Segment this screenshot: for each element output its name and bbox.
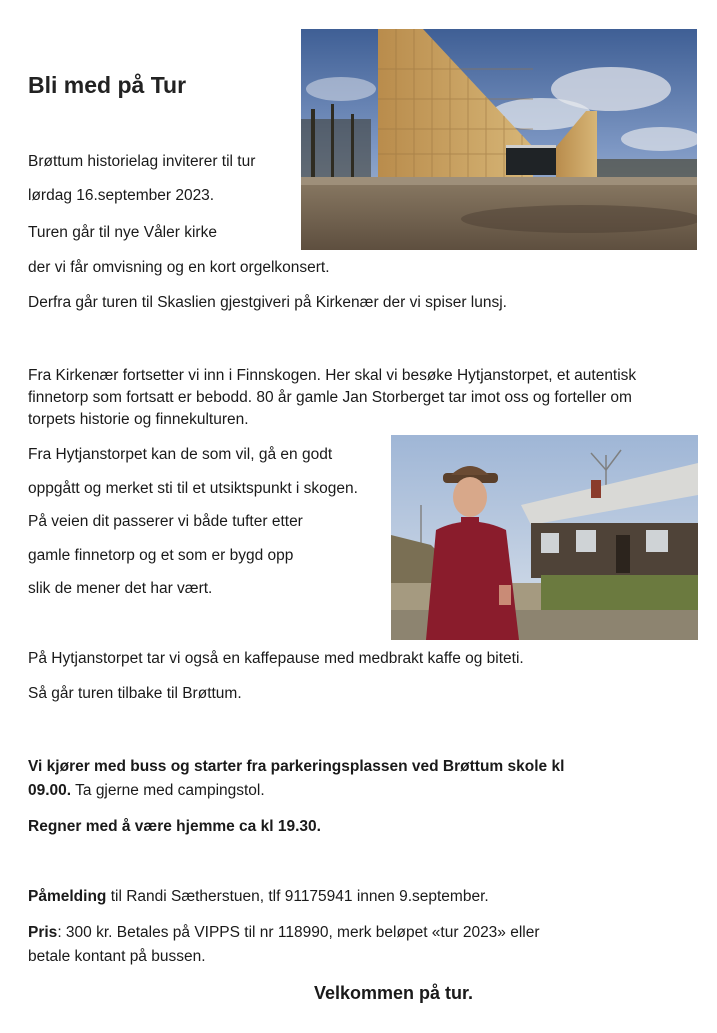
transport-line — [28, 780, 265, 802]
intro-line: Brøttum historielag inviterer til tur — [28, 153, 256, 170]
price-label: Pris — [28, 924, 58, 941]
home-time — [28, 816, 321, 838]
intro-line: lørdag 16.september 2023. — [28, 187, 215, 204]
church-photo — [301, 29, 697, 250]
transport-time: 09.00. — [28, 782, 72, 799]
registration-label: Påmelding — [28, 888, 107, 905]
price-line-2: betale kontant på bussen. — [28, 948, 206, 965]
intro-line: der vi får omvisning og en kort orgelkonsert. — [28, 259, 330, 276]
price-text: : 300 kr. Betales på VIPPS til nr 118990, merk beløpet «tur 2023» eller — [57, 924, 540, 941]
registration-text: til Randi Sætherstuen, tlf 91175941 innen 9.september. — [106, 888, 489, 905]
price-line — [28, 922, 540, 944]
transport-bold-text: Vi kjører med buss og starter fra parkeringsplassen ved Brøttum skole kl — [28, 758, 565, 775]
return-line: På Hytjanstorpet tar vi også en kaffepause med medbrakt kaffe og biteti. — [28, 650, 524, 667]
return-line: Så går turen tilbake til Brøttum. — [28, 685, 242, 702]
finnskogen-paragraph: Fra Kirkenær fortsetter vi inn i Finnskogen. Her skal vi besøke Hytjanstorpet, et autentisk finnetorp som fortsatt er bebodd. 80 år gamle Jan Storberget tar imot oss og forteller om torpets historie og finnekulturen. — [28, 367, 637, 428]
intro-line: Derfra går turen til Skaslien gjestgiveri på Kirkenær der vi spiser lunsj. — [28, 294, 507, 311]
page-title: Bli med på Tur — [28, 72, 187, 98]
transport-note: Ta gjerne med campingstol. — [71, 782, 265, 799]
hike-line: På veien dit passerer vi både tufter etter — [28, 513, 303, 530]
hike-line: slik de mener det har vært. — [28, 580, 213, 597]
hike-line: oppgått og merket sti til et utsiktspunkt i skogen. — [28, 480, 358, 497]
transport-bold-line — [28, 756, 564, 778]
hike-line: Fra Hytjanstorpet kan de som vil, gå en godt — [28, 446, 333, 463]
hike-line: gamle finnetorp og et som er bygd opp — [28, 547, 294, 564]
man-photo — [391, 435, 698, 640]
intro-line: Turen går til nye Våler kirke — [28, 224, 217, 241]
closing-greeting: Velkommen på tur. — [314, 983, 474, 1003]
registration-line — [28, 886, 489, 908]
home-time-text: Regner med å være hjemme ca kl 19.30. — [28, 818, 321, 835]
